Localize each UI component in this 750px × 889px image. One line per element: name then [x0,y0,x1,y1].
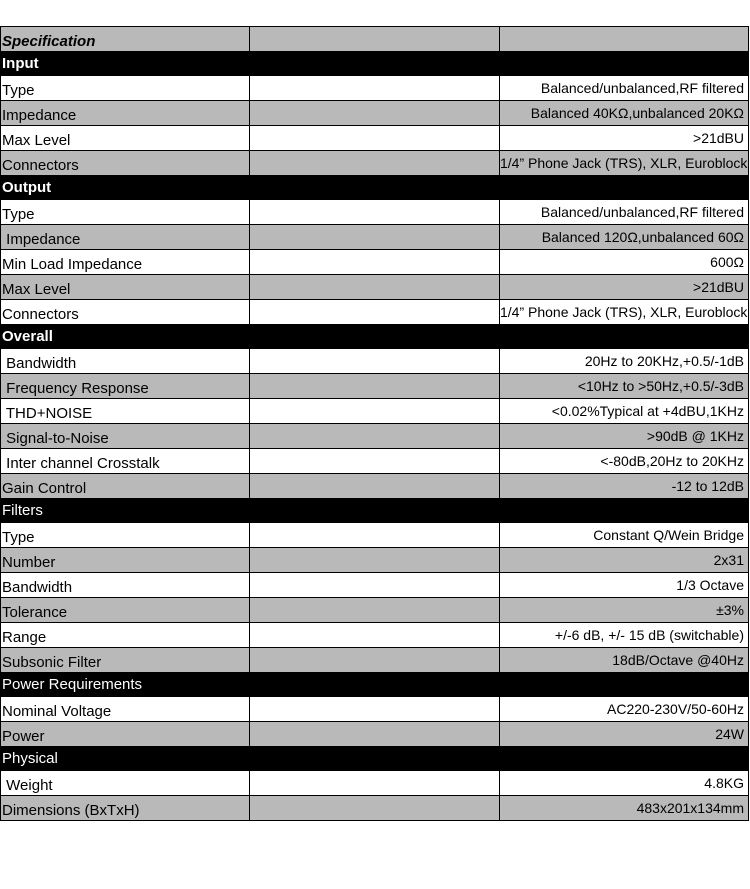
spec-value: <10Hz to >50Hz,+0.5/-3dB [500,374,749,399]
spec-label: Max Level [1,126,250,151]
empty-cell [250,771,500,796]
spec-label: Connectors [1,151,250,176]
empty-cell [250,200,500,225]
spec-value: Balanced/unbalanced,RF filtered [500,200,749,225]
spec-value: >21dBU [500,126,749,151]
section-title: Output [1,176,749,200]
spec-label: Subsonic Filter [1,648,250,673]
spec-value: 20Hz to 20KHz,+0.5/-1dB [500,349,749,374]
table-title: Specification [1,27,250,52]
spec-row-output-connectors [1,300,749,325]
empty-cell [250,225,500,250]
spec-row-overall-thd-noise [1,399,749,424]
empty-cell [250,374,500,399]
empty-cell [250,573,500,598]
spec-row-input-impedance [1,101,749,126]
spec-value: 600Ω [500,250,749,275]
spec-value: Constant Q/Wein Bridge [500,523,749,548]
empty-cell [250,474,500,499]
empty-cell [250,796,500,821]
spec-row-filters-tolerance [1,598,749,623]
empty-cell [250,126,500,151]
spec-label: Nominal Voltage [1,697,250,722]
spec-row-filters-bandwidth [1,573,749,598]
spec-label: Range [1,623,250,648]
empty-cell [250,76,500,101]
spec-value: >21dBU [500,275,749,300]
spec-value: ±3% [500,598,749,623]
spec-value: >90dB @ 1KHz [500,424,749,449]
spec-row-input-connectors [1,151,749,176]
spec-row-power-requirements-nominal-voltage [1,697,749,722]
spec-row-input-type [1,76,749,101]
spec-value: Balanced 40KΩ,unbalanced 20KΩ [500,101,749,126]
spec-row-overall-frequency-response [1,374,749,399]
spec-row-output-min-load-impedance [1,250,749,275]
empty-cell [250,623,500,648]
spec-value: 24W [500,722,749,747]
spec-row-power-requirements-power [1,722,749,747]
spec-value: 18dB/Octave @40Hz [500,648,749,673]
spec-value: <0.02%Typical at +4dBU,1KHz [500,399,749,424]
spec-label: Min Load Impedance [1,250,250,275]
empty-cell [250,598,500,623]
spec-value: +/-6 dB, +/- 15 dB (switchable) [500,623,749,648]
empty-cell [250,275,500,300]
spec-label: Power [1,722,250,747]
spec-value: AC220-230V/50-60Hz [500,697,749,722]
spec-value: Balanced 120Ω,unbalanced 60Ω [500,225,749,250]
section-header-filters [1,499,749,523]
spec-value: 1/4” Phone Jack (TRS), XLR, Euroblock [500,151,749,176]
spec-label: Dimensions (BxTxH) [1,796,250,821]
spec-value: 4.8KG [500,771,749,796]
spec-label: Weight [1,771,250,796]
spec-value: -12 to 12dB [500,474,749,499]
spec-label: Type [1,523,250,548]
empty-cell [250,300,500,325]
spec-row-output-max-level [1,275,749,300]
spec-label: Frequency Response [1,374,250,399]
section-title: Physical [1,747,749,771]
spec-label: Type [1,200,250,225]
empty-cell [250,424,500,449]
section-header-physical [1,747,749,771]
empty-cell [250,697,500,722]
section-header-power-requirements [1,673,749,697]
empty-cell [250,27,500,52]
empty-cell [250,722,500,747]
table-title-row [1,27,749,52]
spec-row-physical-dimensions-bxtxh [1,796,749,821]
spec-label: Number [1,548,250,573]
spec-label: Bandwidth [1,349,250,374]
spec-row-input-max-level [1,126,749,151]
spec-value: Balanced/unbalanced,RF filtered [500,76,749,101]
spec-row-output-type [1,200,749,225]
spec-value: 2x31 [500,548,749,573]
empty-cell [250,101,500,126]
empty-cell [250,399,500,424]
spec-row-overall-gain-control [1,474,749,499]
empty-cell [250,449,500,474]
spec-value: <-80dB,20Hz to 20KHz [500,449,749,474]
spec-row-physical-weight [1,771,749,796]
specification-table-body [1,27,749,821]
section-title: Filters [1,499,749,523]
empty-cell [250,151,500,176]
spec-label: THD+NOISE [1,399,250,424]
empty-cell [250,349,500,374]
spec-row-output-impedance [1,225,749,250]
empty-cell [250,648,500,673]
empty-cell [250,523,500,548]
spec-label: Type [1,76,250,101]
section-header-overall [1,325,749,349]
section-title: Power Requirements [1,673,749,697]
spec-label: Max Level [1,275,250,300]
section-title: Overall [1,325,749,349]
spec-label: Inter channel Crosstalk [1,449,250,474]
spec-row-filters-subsonic-filter [1,648,749,673]
spec-row-filters-range [1,623,749,648]
spec-label: Bandwidth [1,573,250,598]
spec-row-overall-signal-to-noise [1,424,749,449]
spec-label: Tolerance [1,598,250,623]
spec-label: Impedance [1,101,250,126]
specification-table [0,26,749,821]
empty-cell [250,250,500,275]
spec-label: Signal-to-Noise [1,424,250,449]
spec-row-filters-number [1,548,749,573]
section-title: Input [1,52,749,76]
spec-value: 1/4” Phone Jack (TRS), XLR, Euroblock [500,300,749,325]
spec-row-overall-inter-channel-crosstalk [1,449,749,474]
spec-value: 483x201x134mm [500,796,749,821]
spec-label: Gain Control [1,474,250,499]
spec-label: Connectors [1,300,250,325]
spec-row-filters-type [1,523,749,548]
spec-value: 1/3 Octave [500,573,749,598]
spec-row-overall-bandwidth [1,349,749,374]
section-header-output [1,176,749,200]
empty-cell [250,548,500,573]
empty-cell [500,27,749,52]
spec-label: Impedance [1,225,250,250]
section-header-input [1,52,749,76]
